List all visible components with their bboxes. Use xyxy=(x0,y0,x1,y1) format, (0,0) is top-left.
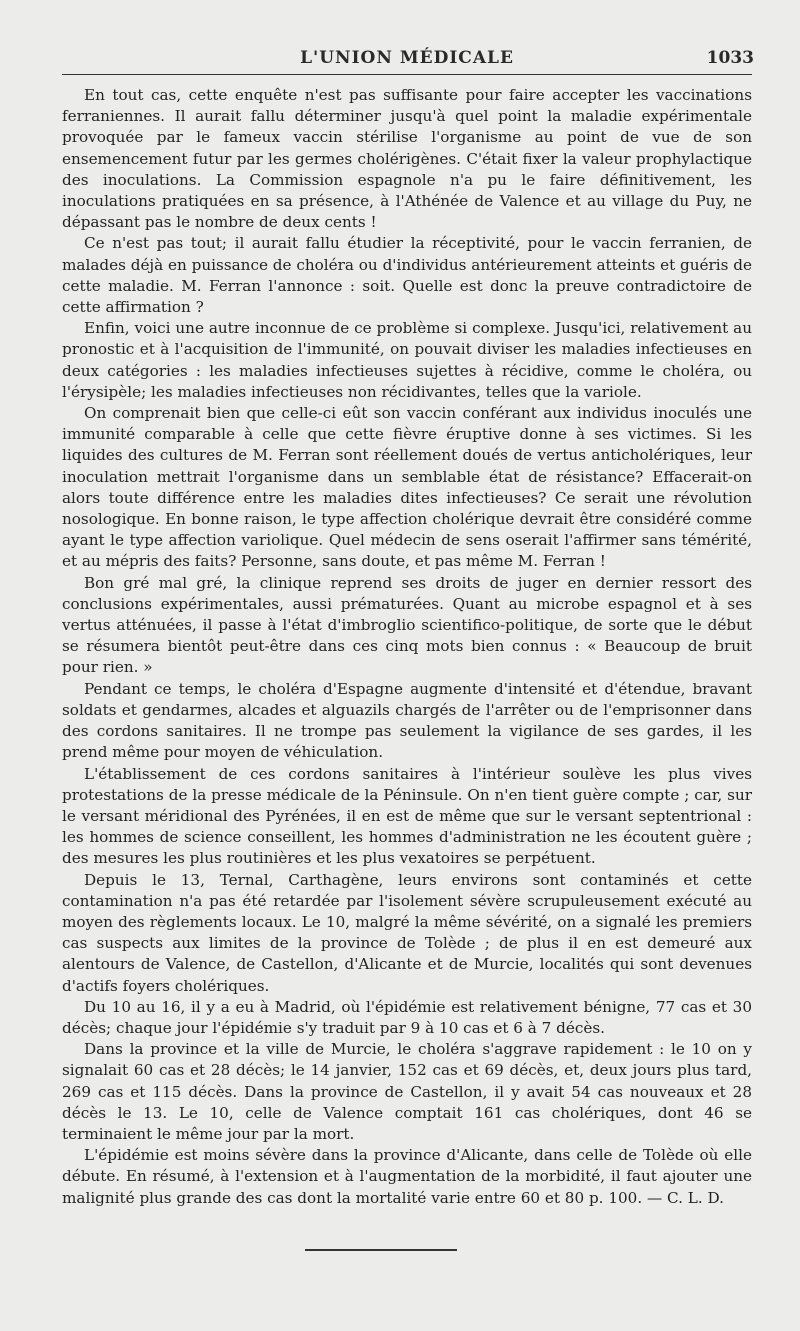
paragraph: Du 10 au 16, il y a eu à Madrid, où l'épidémie est relativement bénigne, 77 cas et 30 décès; chaque jour l'épidémie s'y traduit par 9 à 10 cas et 6 à 7 décès. xyxy=(62,997,752,1037)
paragraph: L'établissement de ces cordons sanitaires à l'intérieur soulève les plus vives protestations de la presse médicale de la Péninsule. On n'en tient guère compte ; car, sur le versant méridional des Pyrénées, il en est de même que sur le versant septentrional : les hommes de science conseillent, les hommes d'administration ne les écoutent guère ; des mesures les plus routinières et les plus vexatoires se perpétuent. xyxy=(62,764,752,868)
paragraph: Dans la province et la ville de Murcie, le choléra s'aggrave rapidement : le 10 on y signalait 60 cas et 28 décès; le 14 janvier, 152 cas et 69 décès, et, deux jours plus tard, 269 cas et 115 décès. Dans la province de Castellon, il y avait 54 cas nouveaux et 28 décès le 13. Le 10, celle de Valence comptait 161 cas cholériques, dont 46 se terminaient le même jour par la mort. xyxy=(62,1040,752,1143)
final-paragraph-text: L'épidémie est moins sévère dans la province d'Alicante, dans celle de Tolède où elle débute. En résumé, à l'extension et à l'augmentation de la morbidité, il faut ajouter une malignité plus grande des cas dont la mortalité varie entre 60 et 80 p. 100. xyxy=(62,1146,752,1207)
paragraph: Enfin, voici une autre inconnue de ce problème si complexe. Jusqu'ici, relativement au pronostic et à l'acquisition de l'immunité, on pouvait diviser les maladies infectieuses en deux catégories : les maladies infectieuses sujettes à récidive, comme le choléra, ou l'érysipèle; les maladies infectieuses non récidivantes, telles que la variole. xyxy=(62,319,752,401)
paragraph: On comprenait bien que celle-ci eût son vaccin conférant aux individus inoculés une immunité comparable à celle que cette fièvre éruptive donne à ses victimes. Si les liquides des cultures de M. Ferran sont réellement doués de vertus anticholériques, leur inoculation mettrait l'organisme dans un semblable état de résistance? Effacerait-on alors toute différence entre les maladies dites infectieuses? Ce serait une révolution nosologique. En bonne raison, le type affection cholérique devrait être considéré comme ayant le type affection variolique. Quel médecin de sens oserait l'affirmer sans témérité, et au mépris des faits? Personne, sans doute, et pas même M. Ferran ! xyxy=(62,404,752,571)
paragraph: Depuis le 13, Ternal, Carthagène, leurs environs sont contaminés et cette contamination n'a pas été retardée par l'isolement sévère scrupuleusement exécuté au moyen des règlements locaux. Le 10, malgré la même sévérité, on a signalé les premiers cas suspects aux limites de la province de Tolède ; de plus il en est demeuré aux alentours de Valence, de Castellon, d'Alicante et de Murcie, localités qui sont devenues d'actifs foyers cholériques. xyxy=(62,870,752,995)
page-content xyxy=(62,44,752,1209)
end-rule xyxy=(305,1249,457,1251)
paragraph: Bon gré mal gré, la clinique reprend ses droits de juger en dernier ressort des conclusions expérimentales, aussi prématurées. Quant au microbe espagnol et à ses vertus atténuées, il passe à l'état d'imbroglio scientifico-politique, de sorte que le début se résumera bientôt peut-être dans ces cinq mots bien connus : « Beaucoup de bruit pour rien. » xyxy=(62,573,752,677)
paragraph: Ce n'est pas tout; il aurait fallu étudier la réceptivité, pour le vaccin ferranien, de malades déjà en puissance de choléra ou d'individus antérieurement atteints et guéris de cette maladie. M. Ferran l'annonce : soit. Quelle est donc la preuve contradictoire de cette affirmation ? xyxy=(62,234,752,317)
paragraph: Pendant ce temps, le choléra d'Espagne augmente d'intensité et d'étendue, bravant soldats et gendarmes, alcades et alguazils chargés de l'arrêter ou de l'emprisonner dans des cordons sanitaires. Il ne trompe pas seulement la vigilance de ses gardes, il les prend même pour moyen de véhiculation. xyxy=(62,679,752,762)
running-title: L'UNION MÉDICALE xyxy=(300,48,514,68)
running-head xyxy=(62,44,752,74)
header-rule xyxy=(62,74,752,75)
paragraph: En tout cas, cette enquête n'est pas suffisante pour faire accepter les vaccinations ferraniennes. Il aurait fallu déterminer jusqu'à quel point la maladie expérimentale provoquée par le fameux vaccin stérilise l'organisme au point de vue de son ensemencement futur par les germes cholérigènes. C'était fixer la valeur prophylactique des inoculations. La Commission espagnole n'a pu le faire définitivement, les inoculations pratiquées en sa présence, à l'Athénée de Valence et au village du Puy, ne dépassant pas le nombre de deux cents ! xyxy=(62,86,752,232)
page-number: 1033 xyxy=(706,48,754,68)
article-body xyxy=(62,85,752,1209)
paragraph-final xyxy=(62,1145,752,1209)
author-signature: — C. L. D. xyxy=(646,1188,724,1207)
